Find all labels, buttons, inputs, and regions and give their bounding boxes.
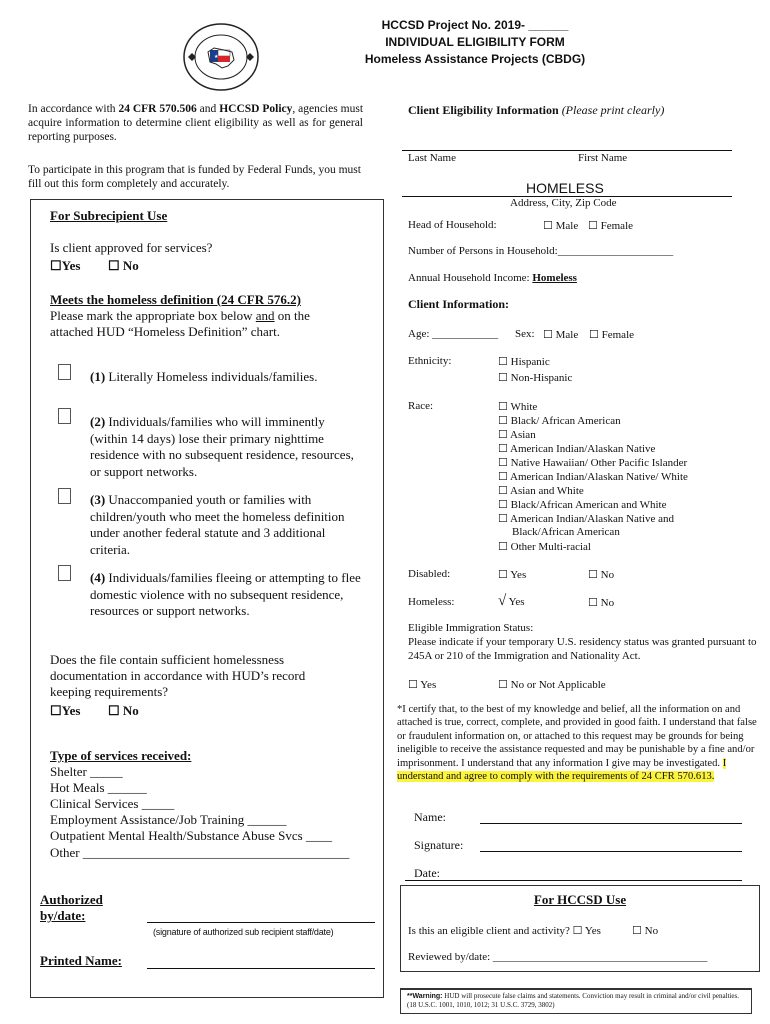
checkbox-icon[interactable]: ☐ <box>498 415 508 427</box>
address-value[interactable]: HOMELESS <box>526 180 604 196</box>
project-number: HCCSD Project No. 2019- ______ <box>381 18 569 32</box>
printed-name-line[interactable] <box>147 968 375 969</box>
checkbox-icon[interactable]: ☐ <box>498 569 508 581</box>
checkmark-icon[interactable]: √ <box>498 593 507 609</box>
authorized-label: Authorized <box>40 892 103 907</box>
documentation-question: Does the file contain sufficient homelessness documentation in accordance with HUD’s record keeping requirements? <box>50 652 306 699</box>
subrecipient-title: For Subrecipient Use <box>50 208 168 223</box>
checkbox-icon[interactable]: ☐ <box>498 499 508 511</box>
checkbox-icon[interactable]: ☐ <box>588 220 598 232</box>
approved-question: Is client approved for services? <box>50 240 213 255</box>
authorized-by-date-label: by/date: <box>40 908 86 923</box>
ethnicity-hispanic-option[interactable]: ☐ Hispanic <box>498 356 550 368</box>
checkbox-icon[interactable]: ☐ <box>108 258 120 273</box>
age-field[interactable]: Age: ____________ <box>408 328 499 340</box>
category-2-text: (2) Individuals/families who will imminently (within 14 days) lose their primary nighttime residence with no subsequent residence, resources, or support networks. <box>90 414 354 479</box>
services-title: Type of services received: <box>50 748 192 763</box>
race-option[interactable]: ☐ Black/ African American <box>498 415 621 427</box>
eligible-no-option[interactable]: ☐ No <box>632 925 659 937</box>
immigration-text: Please indicate if your temporary U.S. residency status was granted pursuant to 245A or 210 of the Immigration and Nationality Act. <box>408 636 757 662</box>
homeless-definition-instructions: Please mark the appropriate box below and on the <box>50 308 310 323</box>
homeless-definition-instructions-2: attached HUD “Homeless Definition” chart. <box>50 324 280 339</box>
homeless-no-option[interactable]: ☐ No <box>588 597 615 609</box>
signature-label: Signature: <box>414 838 464 852</box>
checkbox-icon[interactable]: ☐ <box>50 703 62 718</box>
checkbox-icon[interactable]: ☐ <box>498 679 508 691</box>
checkbox-icon[interactable]: ☐ <box>543 329 553 341</box>
sex-female-option[interactable]: ☐ Female <box>589 329 635 341</box>
checkbox-icon[interactable]: ☐ <box>589 329 599 341</box>
checkbox-icon[interactable]: ☐ <box>498 356 508 368</box>
form-title: INDIVIDUAL ELIGIBILITY FORM <box>385 35 565 49</box>
checkbox-icon[interactable]: ☐ <box>498 457 508 469</box>
name-label: Name: <box>414 810 446 824</box>
head-of-household-label: Head of Household: <box>408 219 497 231</box>
svg-text:★: ★ <box>214 54 219 60</box>
ethnicity-non-hispanic-option[interactable]: ☐ Non-Hispanic <box>498 372 573 384</box>
race-option[interactable]: ☐ American Indian/Alaskan Native/ White <box>498 471 688 483</box>
checkbox-icon[interactable]: ☐ <box>498 513 508 525</box>
race-option[interactable]: ☐ Asian and White <box>498 485 584 497</box>
race-option[interactable]: ☐ American Indian/Alaskan Native <box>498 443 656 455</box>
checkbox-icon[interactable]: ☐ <box>498 372 508 384</box>
signature-input-line[interactable] <box>480 851 742 852</box>
checkbox-icon[interactable]: ☐ <box>108 703 120 718</box>
date-label: Date: <box>414 866 440 880</box>
race-option-continued: Black/African American <box>512 526 620 538</box>
category-4-checkbox[interactable] <box>58 565 71 581</box>
checkbox-icon[interactable]: ☐ <box>572 925 583 937</box>
race-label: Race: <box>408 400 434 412</box>
approved-no-option[interactable]: ☐ No <box>108 258 139 273</box>
documentation-yes-option[interactable]: ☐Yes <box>50 703 81 718</box>
approved-yes-option[interactable]: ☐Yes <box>50 258 81 273</box>
homeless-definition-title: Meets the homeless definition (24 CFR 576.2) <box>50 292 301 307</box>
category-4-text: (4) Individuals/families fleeing or attempting to flee domestic violence with no subsequent residence, resources or support networks. <box>90 570 361 618</box>
form-subtitle: Homeless Assistance Projects (CBDG) <box>364 52 586 66</box>
county-seal-logo <box>182 22 260 92</box>
service-clinical[interactable]: Clinical Services _____ <box>50 796 175 811</box>
race-option[interactable]: ☐ American Indian/Alaskan Native and <box>498 513 675 525</box>
name-input-line[interactable] <box>480 823 742 824</box>
race-option[interactable]: ☐ Asian <box>498 429 536 441</box>
hoh-male-option[interactable]: ☐ Male <box>543 220 579 232</box>
disabled-label: Disabled: <box>408 568 451 580</box>
checkbox-icon[interactable]: ☐ <box>498 471 508 483</box>
eligible-question: Is this an eligible client and activity? ☐ Yes <box>408 925 601 937</box>
checkbox-icon[interactable]: ☐ <box>498 429 508 441</box>
category-3-checkbox[interactable] <box>58 488 71 504</box>
client-information-title: Client Information: <box>408 297 509 311</box>
race-option[interactable]: ☐ Other Multi-racial <box>498 541 591 553</box>
service-employment[interactable]: Employment Assistance/Job Training ______ <box>50 812 287 827</box>
category-1-text: (1) Literally Homeless individuals/families. <box>90 369 318 384</box>
persons-in-household-field[interactable]: Number of Persons in Household:_____________________ <box>408 245 674 257</box>
service-other[interactable]: Other _________________________________________ <box>50 845 350 860</box>
checkbox-icon[interactable]: ☐ <box>498 485 508 497</box>
race-option[interactable]: ☐ Native Hawaiian/ Other Pacific Islander <box>498 457 688 469</box>
date-input-line[interactable] <box>405 880 742 881</box>
client-eligibility-title: Client Eligibility Information (Please print clearly) <box>408 103 665 117</box>
documentation-no-option[interactable]: ☐ No <box>108 703 139 718</box>
homeless-label: Homeless: <box>408 596 455 608</box>
checkbox-icon[interactable]: ☐ <box>408 679 418 691</box>
warning-box: **Warning: HUD will prosecute false claims and statements. Conviction may result in criminal and/or civil penalties. (18 U.S.C. 1001, 1010, 1012; 31 U.S.C. 3729, 3802) <box>400 988 752 1014</box>
checkbox-icon[interactable]: ☐ <box>543 220 553 232</box>
immigration-title: Eligible Immigration Status: <box>408 622 534 634</box>
immigration-no-option[interactable]: ☐ No or Not Applicable <box>498 679 606 691</box>
checkbox-icon[interactable]: ☐ <box>50 258 62 273</box>
authorized-signature-line[interactable] <box>147 922 375 923</box>
checkbox-icon[interactable]: ☐ <box>588 597 598 609</box>
category-1-checkbox[interactable] <box>58 364 71 380</box>
intro-paragraph-2: To participate in this program that is funded by Federal Funds, you must fill out this form completely and accurately. <box>28 164 361 190</box>
disabled-yes-option[interactable]: ☐ Yes <box>498 569 527 581</box>
reviewed-by-field[interactable]: Reviewed by/date: _______________________________________ <box>408 951 708 963</box>
immigration-yes-option[interactable]: ☐ Yes <box>408 679 437 691</box>
service-shelter[interactable]: Shelter _____ <box>50 764 123 779</box>
printed-name-label: Printed Name: <box>40 953 122 968</box>
hccsd-title: For HCCSD Use <box>533 892 627 907</box>
signature-caption: (signature of authorized sub recipient staff/date) <box>153 927 334 937</box>
service-outpatient[interactable]: Outpatient Mental Health/Substance Abuse Svcs ____ <box>50 828 332 843</box>
annual-income-field[interactable]: Annual Household Income: Homeless <box>408 272 577 284</box>
sex-male-option[interactable]: ☐ Male <box>543 329 579 341</box>
race-option[interactable]: ☐ White <box>498 401 538 413</box>
certification-highlight: I understand and agree to comply with the requirements of 24 CFR 570.613. <box>397 757 727 783</box>
ethnicity-label: Ethnicity: <box>408 355 452 367</box>
category-2-checkbox[interactable] <box>58 408 71 424</box>
first-name-label: First Name <box>578 152 628 164</box>
disabled-no-option[interactable]: ☐ No <box>588 569 615 581</box>
sex-label: Sex: <box>515 328 535 340</box>
homeless-yes-option[interactable]: √ Yes <box>498 593 525 609</box>
certification-text: *I certify that, to the best of my knowledge and belief, all the information on and attached is true, correct, complete, and provided in good faith. I understand that false or fraudulent information on, or attached to this request may be grounds for being ineligible to receive the assistance requested and may be punishable by a fine and/or imprisonment. I understand that any information I give may be investigated. I understand and agree to comply with the requirements of 24 CFR 570.613. <box>397 704 757 783</box>
category-3-text: (3) Unaccompanied youth or families with children/youth who meet the homeless definition under another federal statute and 3 additional criteria. <box>90 492 345 557</box>
last-name-label: Last Name <box>408 152 456 164</box>
checkbox-icon[interactable]: ☐ <box>498 443 508 455</box>
checkbox-icon[interactable]: ☐ <box>632 925 642 937</box>
address-label: Address, City, Zip Code <box>510 197 617 209</box>
race-option[interactable]: ☐ Black/African American and White <box>498 499 667 511</box>
checkbox-icon[interactable]: ☐ <box>588 569 598 581</box>
name-line[interactable] <box>402 150 732 151</box>
checkbox-icon[interactable]: ☐ <box>498 401 508 413</box>
hoh-female-option[interactable]: ☐ Female <box>588 220 634 232</box>
checkbox-icon[interactable]: ☐ <box>498 541 508 553</box>
service-hot-meals[interactable]: Hot Meals ______ <box>50 780 147 795</box>
intro-paragraph-1: In accordance with 24 CFR 570.506 and HCCSD Policy, agencies must acquire information to determine client eligibility as well as for general reporting purposes. <box>28 103 364 143</box>
